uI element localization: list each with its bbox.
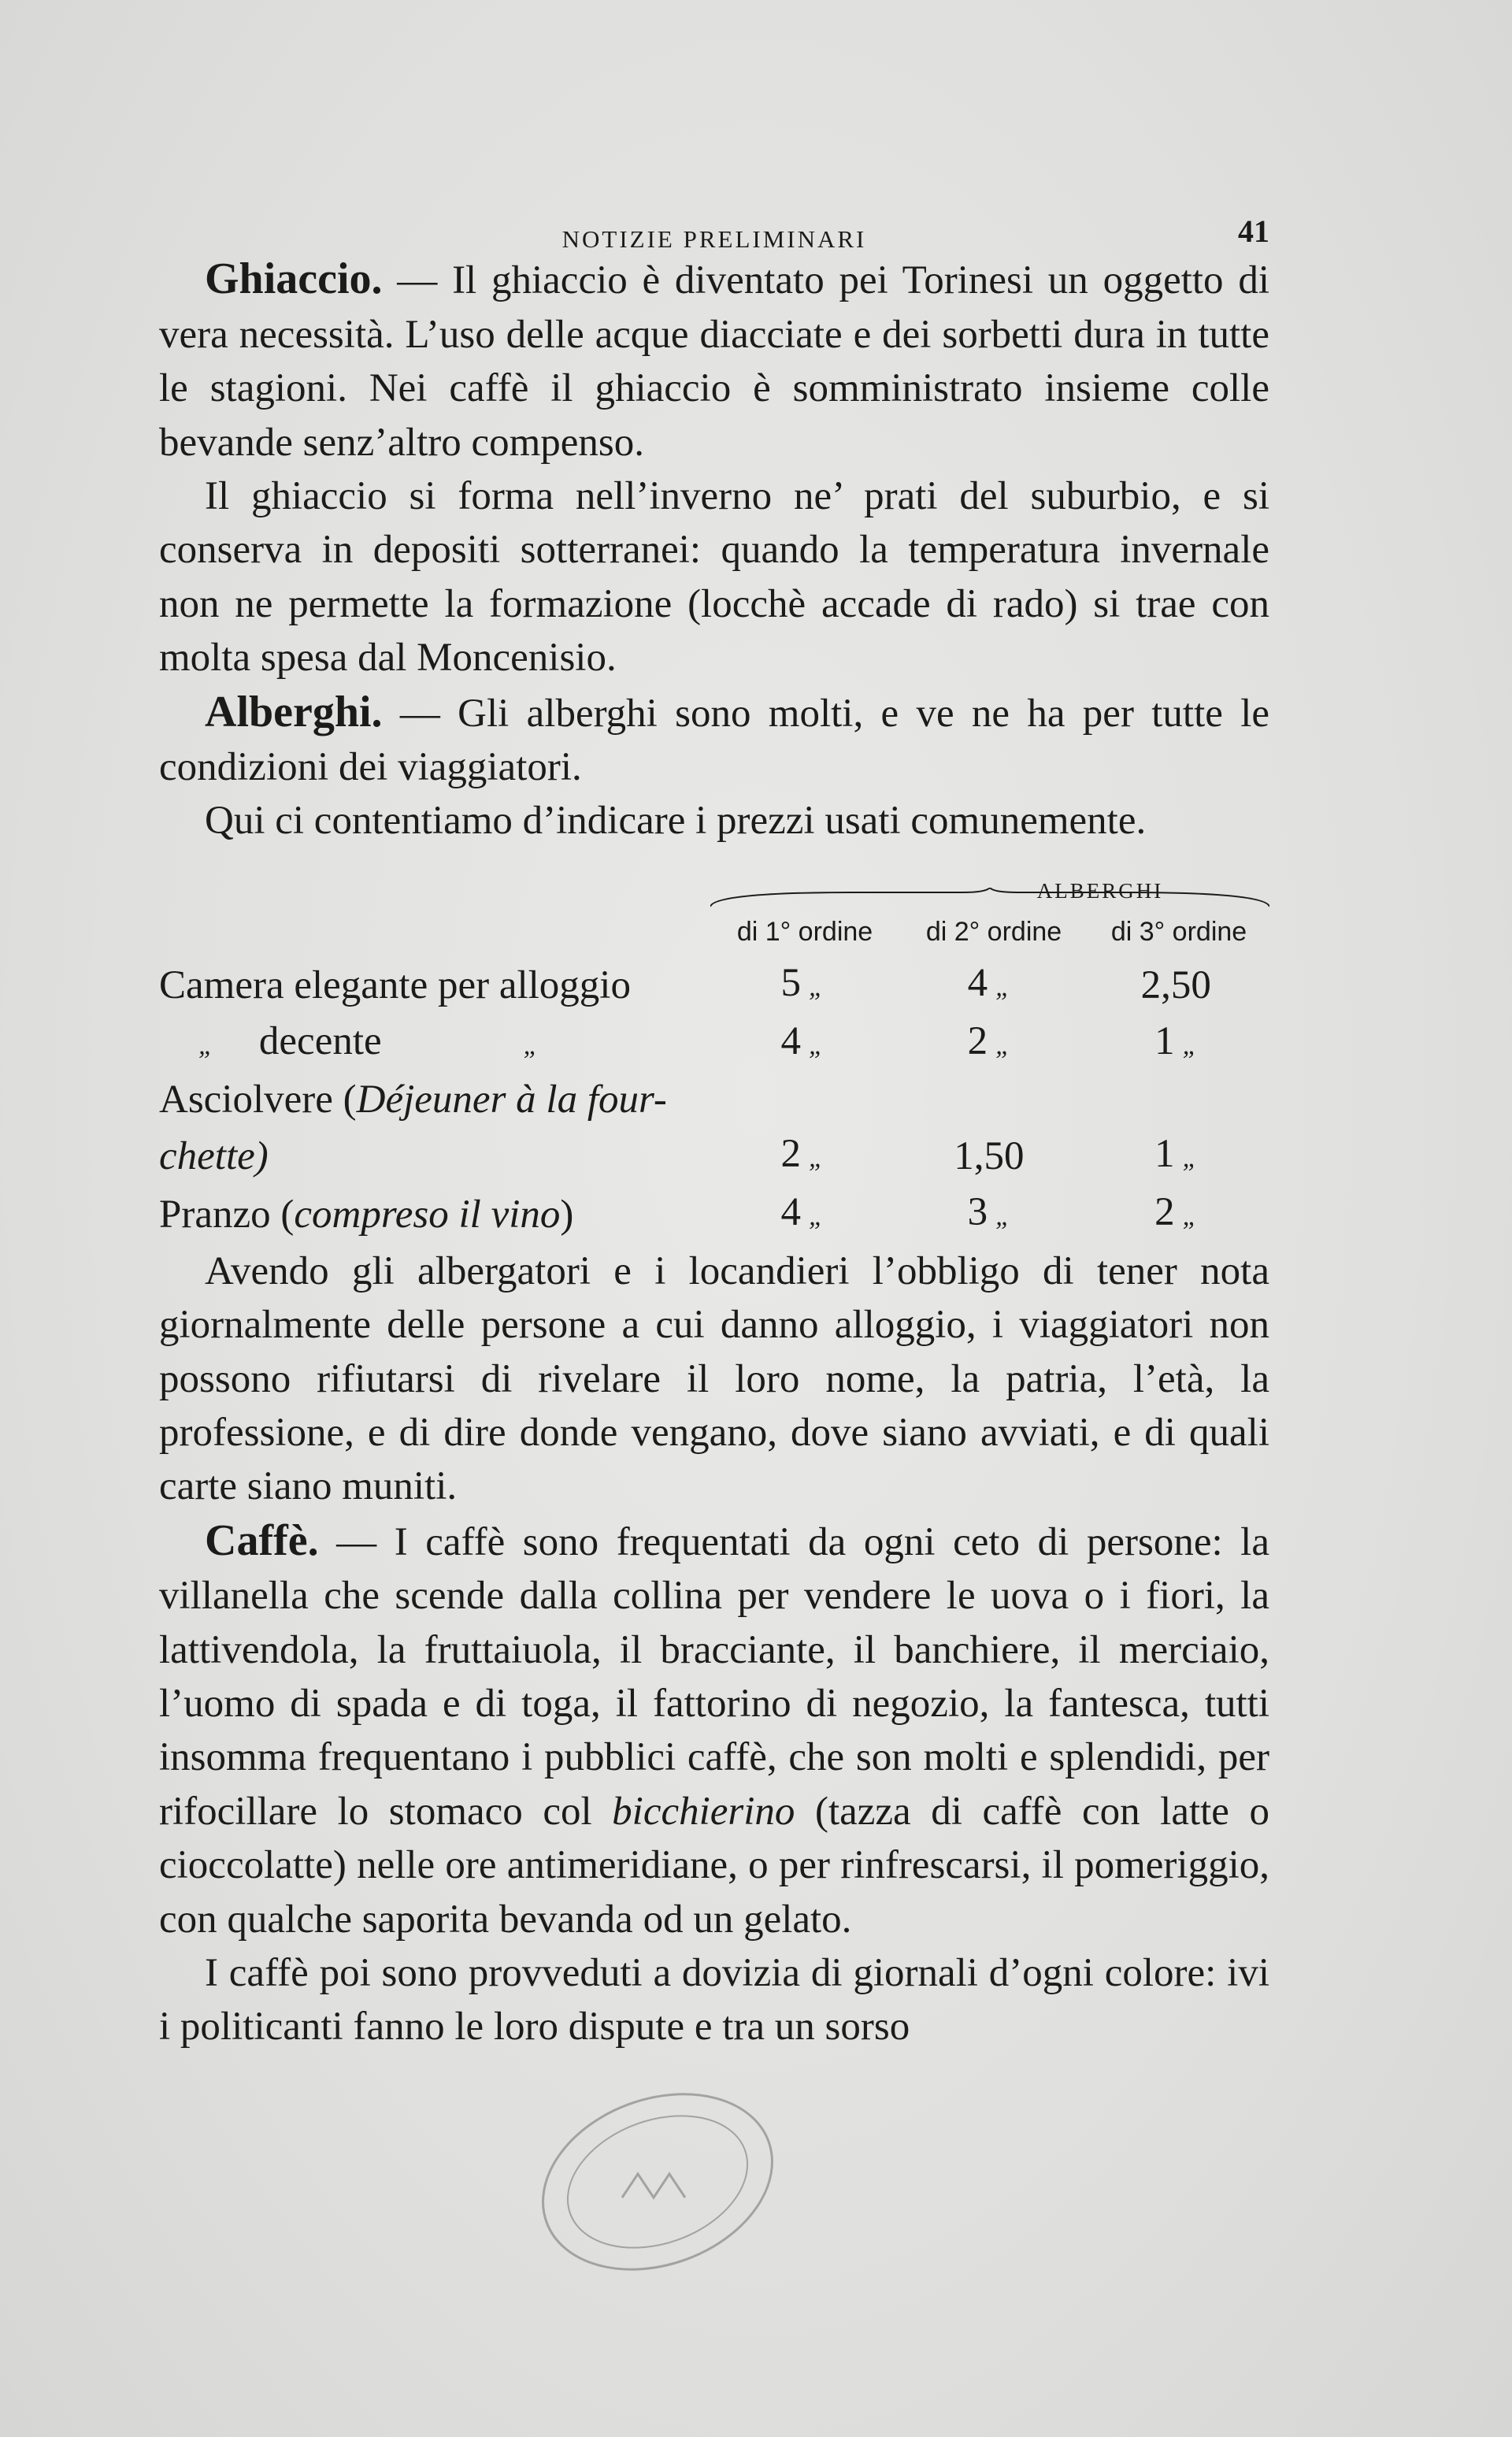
table-row xyxy=(159,1127,1269,1185)
price-cell: 2 „ xyxy=(780,1131,824,1176)
price-cell: 1,50 xyxy=(954,1133,1025,1178)
row-label: Camera elegante per alloggio xyxy=(159,963,631,1007)
paragraph-ghiaccio-2: Il ghiaccio si forma nell’inverno ne’ prati del suburbio, e si conserva in depositi sotterranei: quando la temperatura invernale non ne permette la formazione (locchè accade di rado) si trae con molta spesa dal Moncenisio. xyxy=(159,474,1269,681)
price-cell: 4 „ xyxy=(780,1019,824,1064)
price-cell: 2 „ xyxy=(1154,1190,1198,1235)
page-text xyxy=(159,198,1269,2054)
table-row xyxy=(159,956,1269,1014)
paragraph-caffe-1: Caffè. — I caffè sono frequentati da ogni ceto di persone: la villanella che scende dalla collina per vendere le uova o i fiori, la lattivendola, la fruttaiuola, il bracciante, il banchiere, il merciaio, l’uomo di spada e di toga, il fattorino di negozio, la fantesca, tutti insomma frequentano i pubblici caffè, che son molti e splendidi, per rifocillare lo stomaco col bicchierino (tazza di caffè con latte o cioccolatte) nelle ore antimeridiane, o per rinfrescarsi, il pomeriggio, con qualche saporita bevanda od un gelato. xyxy=(159,1515,1269,1942)
price-cell: 2,50 xyxy=(1140,963,1211,1007)
price-cell: 4 „ xyxy=(780,1190,824,1235)
column-header-1: di 1° ordine xyxy=(736,916,873,947)
paragraph-text: — Il ghiaccio è diventato pei Torinesi un oggetto di vera necessità. L’uso delle acque diacciate e dei sorbetti dura in tutte le stagioni. Nei caffè il ghiaccio è somministrato insieme colle bevande senz’altro compenso. xyxy=(159,258,1269,465)
price-table xyxy=(159,956,1269,1244)
table-row xyxy=(159,1185,1269,1244)
paragraph-alberghi-2: Qui ci contentiamo d’indicare i prezzi usati comunemente. xyxy=(205,799,1147,844)
price-table-header xyxy=(159,848,1269,956)
price-cell: 3 „ xyxy=(967,1190,1011,1235)
page-header xyxy=(159,198,1269,252)
paragraph-text: — Gli alberghi sono molti, e ve ne ha per tutte le condizioni dei viaggiatori. xyxy=(159,691,1269,790)
section-heading-alberghi: Alberghi. xyxy=(205,687,383,736)
table-row xyxy=(159,1014,1269,1073)
column-header-2: di 2° ordine xyxy=(925,916,1062,947)
price-cell: 2 „ xyxy=(967,1019,1011,1064)
paragraph-caffe-2: I caffè poi sono provveduti a dovizia di giornali d’ogni colore: ivi i politicanti fanno le loro dispute e tra un sorso xyxy=(159,1950,1269,2049)
paragraph-alberghi-1 xyxy=(159,685,1269,795)
row-label: Asciolvere (Déjeuner à la four- xyxy=(159,1078,667,1122)
paragraph-ghiaccio-1 xyxy=(159,252,1269,469)
price-cell: 1 „ xyxy=(1154,1131,1198,1176)
price-cell: 4 „ xyxy=(967,960,1011,1005)
section-heading-ghiaccio: Ghiaccio. xyxy=(205,254,383,304)
table-group-label: ALBERGHI xyxy=(1036,878,1164,903)
running-title: NOTIZIE PRELIMINARI xyxy=(561,225,867,253)
row-label: Pranzo (compreso il vino) xyxy=(159,1193,574,1237)
row-label: „ decente „ xyxy=(198,1019,539,1064)
row-label: chette) xyxy=(159,1133,269,1178)
price-cell: 1 „ xyxy=(1154,1019,1198,1064)
page-number: 41 xyxy=(1238,213,1269,249)
paragraph-obbligo: Avendo gli albergatori e i locandieri l’obbligo di tener nota giornalmente delle persone a cui danno alloggio, i viaggiatori non possono rifiutarsi di rivelare il loro nome, la patria, l’età, la professione, e di dire donde vengano, dove siano avviati, e di quali carte siano muniti. xyxy=(159,1248,1269,1509)
library-stamp xyxy=(528,2079,788,2284)
price-cell: 5 „ xyxy=(780,960,824,1005)
table-row xyxy=(159,1073,1269,1126)
section-heading-caffe: Caffè. xyxy=(205,1515,319,1565)
column-header-3: di 3° ordine xyxy=(1110,916,1247,947)
